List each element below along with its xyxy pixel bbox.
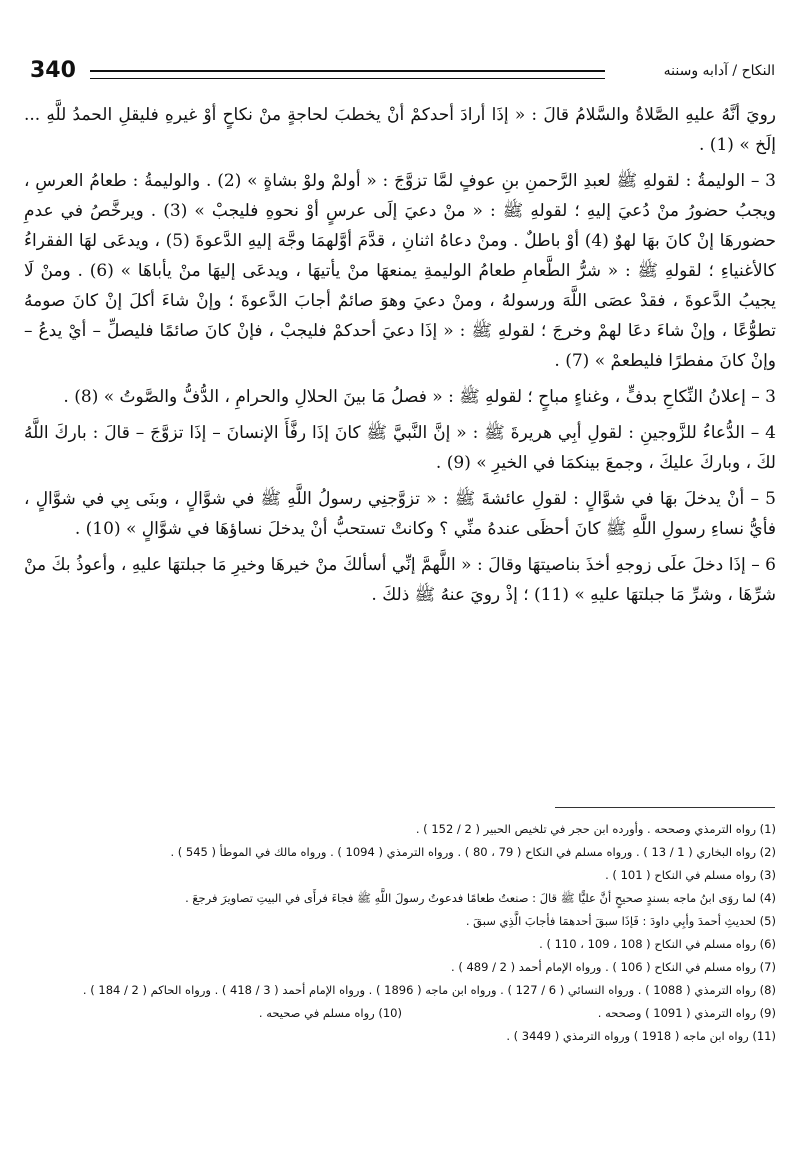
page-header (30, 58, 775, 88)
footnote-row-11 (28, 1025, 776, 1048)
paragraph-announcement: 3 – إعلانُ النِّكاحِ بدفٍّ ، وغناءٍ مباحٍ ؛ لقولهِ ﷺ : « فصلُ مَا بينَ الحلالِ والحرامِ ، الدُّفُّ والصَّوتُ » (8) . (63, 387, 776, 407)
footnote-1: (1) رواه الترمذي وصححه . وأورده ابن حجر في تلخيص الحبير ( 2 / 152 ) . (415, 822, 776, 836)
footnote-7: (7) رواه مسلم في النكاح ( 106 ) . ورواه الإمام أحمد ( 2 / 489 ) . (451, 960, 776, 974)
paragraph-dua: 4 – الدُّعاءُ للزَّوجينِ : لقولِ أبِي هريرةَ ﷺ : « إنَّ النَّبيَّ ﷺ كانَ إذَا رفَّأَ الإنسانَ – إذَا تزوَّجَ – قالَ : باركَ اللَّهُ لكَ ، وباركَ عليكَ ، وجمعَ بينكمَا في الخيرِ » (9) . (24, 423, 776, 473)
footnote-empty (28, 1025, 402, 1048)
footnote-11: (11) رواه ابن ماجه ( 1918 ) ورواه الترمذي ( 3449 ) . (506, 1029, 776, 1043)
footnote-10: (10) رواه مسلم في صحيحه . (258, 1006, 402, 1020)
footnote-5: (5) لحديثِ أحمدَ وأبِي داودَ : فَإذَا سبقَ أحدهمَا فأجابَ الَّذِي سبقَ . (465, 914, 776, 928)
footnote-4: (4) لما روَى ابنُ ماجه بسندٍ صحيحٍ أنَّ عليًّا ﷺ قالَ : صنعتُ طعامًا فدعوتُ رسولَ اللَّهِ ﷺ فجاءَ فرأَى في البيتِ تصاويرَ فرجعَ . (185, 891, 776, 905)
footnotes (28, 818, 776, 1048)
footnote-9: (9) رواه الترمذي ( 1091 ) وصححه . (597, 1006, 776, 1020)
main-text (24, 100, 776, 616)
running-title: النكاح / آدابه وسننه (663, 63, 775, 79)
paragraph-entering: 6 – إذَا دخلَ علَى زوجهِ أخذَ بناصيتهَا وقالَ : « اللَّهمَّ إنِّي أسألكَ منْ خيرهَا وخيرِ مَا جبلتهَا عليهِ ، وأعوذُ بكَ منْ شرِّهَا ، وشرِّ مَا جبلتهَا عليهِ » (11) ؛ إذْ رويَ عنهُ ﷺ ذلكَ . (24, 555, 776, 605)
footnote-row-9-10 (28, 1002, 776, 1025)
header-rule (90, 70, 605, 79)
paragraph-walima: 3 – الوليمةُ : لقولهِ ﷺ لعبدِ الرَّحمنِ بنِ عوفٍ لمَّا تزوَّجَ : « أولمْ ولوْ بشاةٍ » (2) . والوليمةُ : طعامُ العرسِ ، ويجبُ حضورُ منْ دُعيَ إليهِ ؛ لقولهِ ﷺ : « منْ دعيَ إلَى عرسٍ أوْ نحوهِ فليجبْ » (3) . ويرخَّصُ في عدمِ حضورهَا إنْ كانَ بهَا لهوٌ (4) أوْ باطلٌ . ومنْ دعاهُ اثنانِ ، قدَّمَ أوَّلهمَا وجَّهَ إليهِ الدَّعوةَ (5) ، ويدعَى لهَا الفقراءُ كالأغنياءِ ؛ لقولهِ ﷺ : « شرُّ الطَّعامِ طعامُ الوليمةِ يمنعهَا منْ يأتيهَا ، ويدعَى إليهَا منْ يأباهَا » (6) . ومنْ لَا يجيبُ الدَّعوةَ ، فقدْ عصَى اللَّهَ ورسولهُ ، ومنْ دعيَ وهوَ صائمٌ أجابَ الدَّعوةَ ؛ وإنْ شاءَ أكلَ إنْ كانَ صومهُ تطوُّعًا ، وإنْ شاءَ دعَا لهمْ وخرجَ ؛ لقولهِ ﷺ : « إذَا دعيَ أحدكمْ فليجبْ ، فإنْ كانَ صائمًا فليصلِّ – أيْ يدعُ – وإنْ كانَ مفطرًا فليطعمْ » (7) . (24, 171, 777, 371)
footnote-2: (2) رواه البخاري ( 1 / 13 ) . ورواه مسلم في النكاح ( 79 ، 80 ) . ورواه الترمذي ( 1094 ) . ورواه مالك في الموطأ ( 545 ) . (170, 845, 776, 859)
page-number: 340 (30, 58, 76, 83)
footnote-8: (8) رواه الترمذي ( 1088 ) . ورواه النسائي ( 6 / 127 ) . ورواه ابن ماجه ( 1896 ) . ورواه الإمام أحمد ( 3 / 418 ) . ورواه الحاكم ( 2 / 184 ) . (82, 983, 776, 997)
footnote-3: (3) رواه مسلم في النكاح ( 101 ) . (605, 868, 776, 882)
footnote-divider (555, 807, 775, 808)
footnote-6: (6) رواه مسلم في النكاح ( 108 ، 109 ، 110 ) . (539, 937, 776, 951)
paragraph-shawwal: 5 – أنْ يدخلَ بهَا في شوَّالٍ : لقولِ عائشةَ ﷺ : « تزوَّجنِي رسولُ اللَّهِ ﷺ في شوَّالٍ ، وبنَى بِي في شوَّالٍ ، فأيُّ نساءِ رسولِ اللَّهِ ﷺ كانَ أحظَى عندهُ منِّي ؟ وكانتْ تستحبُّ أنْ يدخلَ نساؤهَا في شوَّالٍ » (10) . (24, 489, 776, 539)
paragraph-1: رويَ أنَّهُ عليهِ الصَّلاةُ والسَّلامُ قالَ : « إذَا أرادَ أحدكمْ أنْ يخطبَ لحاجةٍ منْ نكاحٍ أوْ غيرهِ فليقلِ الحمدُ للَّهِ ... إلَخ » (1) . (24, 105, 776, 155)
